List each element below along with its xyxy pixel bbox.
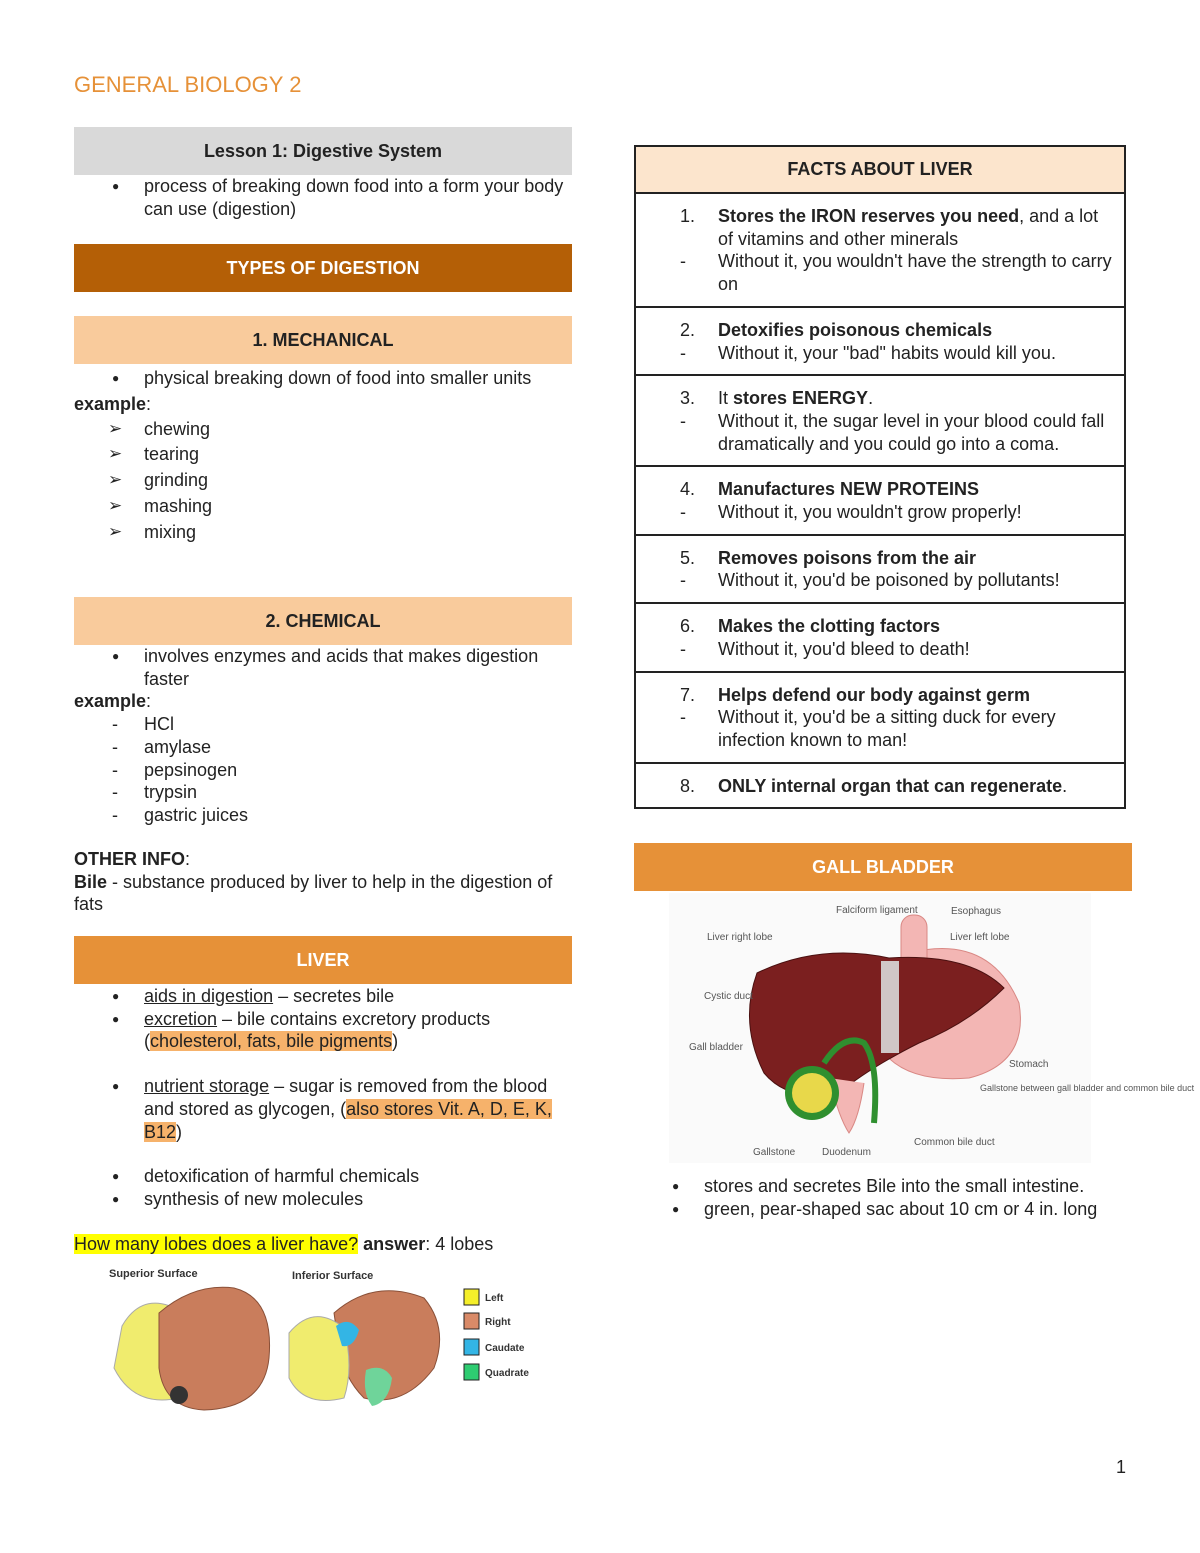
gall-bladder-header: GALL BLADDER: [634, 843, 1132, 891]
list-item: ● nutrient storage – sugar is removed from the blood and stored as glycogen, (also stores Vit. A, D, E, K, B12): [74, 1075, 564, 1143]
liver-lobes-figure: [104, 1258, 534, 1434]
mechanical-example-label: example: [74, 394, 147, 414]
chemical-example-label: example: [74, 691, 147, 712]
lobes-question: How many lobes does a liver have?: [74, 1233, 359, 1254]
legend-swatch-right: [464, 1313, 479, 1329]
esophagus-label: Esophagus: [951, 906, 1002, 917]
table-row: 6. Makes the clotting factors - Without it, you'd bleed to death!: [636, 604, 1124, 672]
list-item: ● stores and secretes Bile into the small intestine.: [634, 1175, 1134, 1198]
falciform-ligament-shape: [881, 961, 899, 1053]
falciform-label: Falciform ligament: [836, 905, 918, 916]
chemical-header: 2. CHEMICAL: [74, 597, 572, 645]
gall-bladder-section: [634, 1175, 1134, 1220]
list-item: - HCl: [74, 713, 564, 736]
legend-swatch-quadrate: [464, 1364, 479, 1380]
page-number: 1: [1116, 1457, 1127, 1477]
list-item: ➢ grinding: [74, 469, 564, 492]
legend-label-left: Left: [485, 1293, 504, 1304]
lobes-answer: : 4 lobes: [425, 1233, 494, 1254]
table-row: 4. Manufactures NEW PROTEINS - Without it, you wouldn't grow properly!: [636, 467, 1124, 535]
list-item: ➢ mashing: [74, 495, 564, 518]
legend-label-right: Right: [485, 1317, 511, 1328]
list-item: - pepsinogen: [74, 759, 564, 782]
list-item: ● excretion – bile contains excretory products (cholesterol, fats, bile pigments): [74, 1008, 564, 1053]
liver-header: LIVER: [74, 936, 572, 984]
stomach-label: Stomach: [1009, 1059, 1049, 1070]
list-item: ➢ tearing: [74, 443, 564, 466]
chemical-bullet: ● involves enzymes and acids that makes digestion faster: [74, 645, 564, 690]
legend-label-quadrate: Quadrate: [485, 1368, 529, 1379]
legend-swatch-caudate: [464, 1339, 479, 1355]
inferior-surface-label: Inferior Surface: [292, 1270, 374, 1282]
duodenum-label: Duodenum: [822, 1147, 871, 1158]
table-row: 7. Helps defend our body against germ - Without it, you'd be a sitting duck for every infection known to man!: [636, 673, 1124, 764]
list-item: - amylase: [74, 736, 564, 759]
gallstone-between-label: Gallstone between gall bladder and common bile duct: [980, 1083, 1195, 1093]
gall-bladder-figure: [669, 893, 1195, 1163]
lobes-legend: [464, 1289, 529, 1380]
facts-header: FACTS ABOUT LIVER: [636, 147, 1124, 194]
table-row: 8. ONLY internal organ that can regenerate.: [680, 775, 1068, 796]
list-item: ➢ chewing: [74, 418, 564, 441]
table-row: 5. Removes poisons from the air - Without it, you'd be poisoned by pollutants!: [636, 536, 1124, 604]
list-item: ● green, pear-shaped sac about 10 cm or 4 in. long: [634, 1198, 1134, 1221]
list-item: ● aids in digestion – secretes bile: [74, 985, 564, 1008]
facts-table: [634, 145, 1126, 809]
gall-bladder-label: Gall bladder: [689, 1042, 743, 1053]
table-row: 1. Stores the IRON reserves you need, and a lot of vitamins and other minerals - Without it, you wouldn't have the strength to carry on: [636, 194, 1124, 308]
list-item: ● detoxification of harmful chemicals: [74, 1165, 564, 1188]
bile-definition: - substance produced by liver to help in the digestion of fats: [74, 871, 553, 915]
superior-surface-label: Superior Surface: [109, 1268, 198, 1280]
legend-label-caudate: Caudate: [485, 1343, 525, 1354]
bile-term: Bile: [74, 871, 108, 892]
lesson-definition: ● process of breaking down food into a form your body can use (digestion): [74, 175, 564, 220]
common-bile-duct-label: Common bile duct: [914, 1137, 995, 1148]
quadrate-lobe-shape: [365, 1368, 392, 1406]
types-header: TYPES OF DIGESTION: [74, 244, 572, 292]
page-title: GENERAL BIOLOGY 2: [74, 72, 302, 97]
list-item: - gastric juices: [74, 804, 564, 827]
gallstone-label: Gallstone: [753, 1147, 796, 1158]
mechanical-header: 1. MECHANICAL: [74, 316, 572, 364]
other-info-label: OTHER INFO: [74, 849, 185, 869]
lesson-definition-list: [74, 175, 564, 220]
liver-right-lobe-label: Liver right lobe: [707, 932, 773, 943]
mechanical-bullet: ● physical breaking down of food into smaller units: [74, 366, 564, 391]
list-item: ➢ mixing: [74, 521, 564, 544]
table-row: 2. Detoxifies poisonous chemicals - Without it, your "bad" habits would kill you.: [636, 308, 1124, 376]
table-row: 3. It stores ENERGY. - Without it, the sugar level in your blood could fall dramatically and you could go into a coma.: [636, 376, 1124, 467]
gallstone-shape: [792, 1073, 832, 1113]
vessel-shape: [170, 1386, 188, 1404]
cystic-duct-label: Cystic duct: [704, 991, 753, 1002]
list-item: ● synthesis of new molecules: [74, 1188, 564, 1211]
liver-left-lobe-label: Liver left lobe: [950, 932, 1010, 943]
mechanical-section: ● physical breaking down of food into smaller units example: ➢ chewing ➢ tearing ➢ grinding ➢ mashing ➢ mixing: [74, 366, 564, 546]
other-info: OTHER INFO: Bile - substance produced by liver to help in the digestion of fats: [74, 849, 553, 915]
lesson-title: Lesson 1: Digestive System: [74, 127, 572, 175]
answer-label: answer: [363, 1233, 426, 1254]
chemical-section: ● involves enzymes and acids that makes digestion faster example: - HCl - amylase - pepsinogen - trypsin - gastric juices: [74, 645, 564, 827]
list-item: - trypsin: [74, 781, 564, 804]
liver-section: [74, 985, 564, 1255]
legend-swatch-left: [464, 1289, 479, 1305]
